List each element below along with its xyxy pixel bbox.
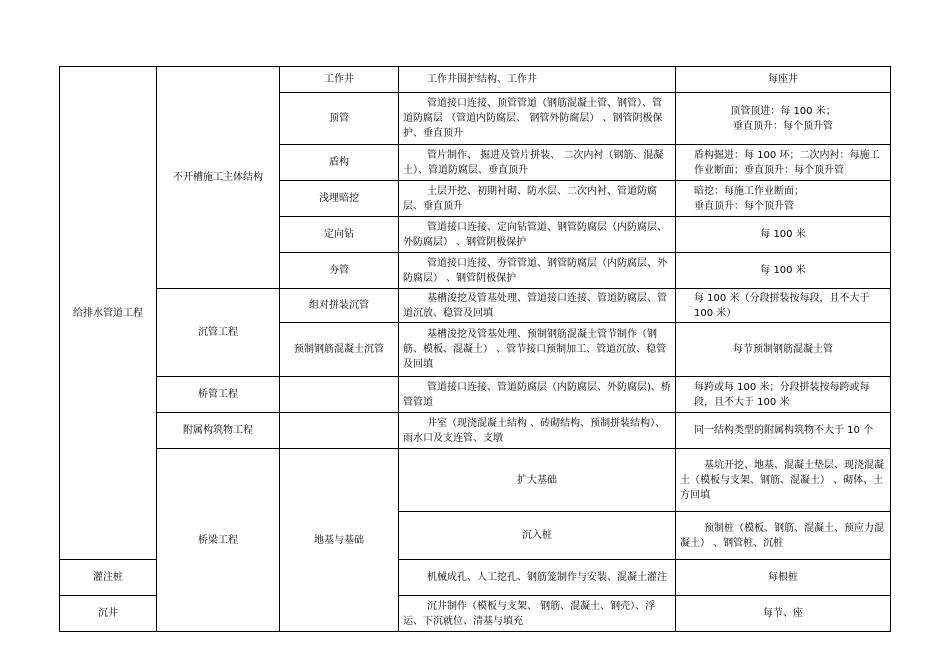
- content-cell: 基槽浚挖及管基处理、管道接口连接、管道防腐层、管道沉放、稳管及回填: [399, 289, 676, 323]
- table-row: [60, 413, 891, 449]
- group-cell: 不开槽施工主体结构: [157, 67, 280, 289]
- unit-cell: 暗挖：每施工作业断面； 垂直顶升：每个顶升管: [676, 181, 891, 217]
- item-cell: 定向钻: [280, 217, 399, 253]
- section-cell: 给排水管道工程: [60, 67, 157, 560]
- unit-cell: 顶管顶进：每 100 米； 垂直顶升：每个顶升管: [676, 93, 891, 145]
- quality-division-table: [59, 66, 891, 632]
- table-row: [60, 67, 891, 93]
- item-cell: 灌注桩: [60, 560, 157, 596]
- unit-cell: 每 100 米（分段拼装按每段，且不大于 100 米）: [676, 289, 891, 323]
- group-cell: 沉管工程: [157, 289, 280, 377]
- item-cell: 夯管: [280, 253, 399, 289]
- unit-cell: 每 100 米: [676, 217, 891, 253]
- unit-cell: 盾构掘进：每 100 环；二次内衬：每施工作业断面；垂直顶升：每个顶升管: [676, 145, 891, 181]
- content-cell: 机械成孔、人工挖孔、钢筋笼制作与安装、混凝土灌注: [399, 560, 676, 596]
- content-cell: 井室（现浇混凝土结构 、砖砌结构、预制拼装结构）、雨水口及支连管、支墩: [399, 413, 676, 449]
- unit-cell: 每 100 米: [676, 253, 891, 289]
- item-cell: [280, 377, 399, 413]
- table-row: [60, 377, 891, 413]
- unit-cell: 同一结构类型的附属构筑物不大于 10 个: [676, 413, 891, 449]
- group-cell: 附属构筑物工程: [157, 413, 280, 449]
- content-cell: 基坑开挖、地基、混凝土垫层、现浇混凝土（模板与支架、钢筋、混凝土） 、砌体、土方回填: [676, 449, 891, 512]
- item-cell: 浅埋暗挖: [280, 181, 399, 217]
- content-cell: 土层开挖、初期衬砌、防水层、二次内衬、管道防腐层、垂直顶升: [399, 181, 676, 217]
- content-cell: 预制桩（模板、钢筋、混凝土、预应力混凝土） 、钢管桩、沉桩: [676, 512, 891, 560]
- item-cell: 盾构: [280, 145, 399, 181]
- item-cell: 沉入桩: [399, 512, 676, 560]
- item-cell: 工作井: [280, 67, 399, 93]
- table-row: [60, 449, 891, 512]
- content-cell: 管片制作、 掘进及管片拼装、 二次内衬（钢筋、混凝土）、管道防腐层、垂直顶升: [399, 145, 676, 181]
- content-cell: 管道接口连接、顶管管道（钢筋混凝土管、钢管）、管道防腐层 （管道内防腐层、 钢管外防腐层） 、钢管阴极保护、垂直顶升: [399, 93, 676, 145]
- content-cell: 管道接口连接、夯管管道、钢管防腐层（内防腐层、外防腐层） 、钢管阴极保护: [399, 253, 676, 289]
- content-cell: 基槽浚挖及管基处理、预制钢筋混凝土管节制作（钢筋、模板、混凝土） 、管节接口预制加工、管道沉放、稳管及回填: [399, 323, 676, 377]
- item-cell: 沉井: [60, 596, 157, 632]
- unit-cell: 每座井: [676, 67, 891, 93]
- unit-cell: 每节、座: [676, 596, 891, 632]
- unit-cell: 每节预制钢筋混凝土管: [676, 323, 891, 377]
- content-cell: 管道接口连接、管道防腐层（内防腐层、外防腐层)、桥管管道: [399, 377, 676, 413]
- item-cell: [280, 413, 399, 449]
- content-cell: 管道接口连接、定向钻管道、钢管防腐层（内防腐层、外防腐层） 、钢管阴极保护: [399, 217, 676, 253]
- content-cell: 工作井围护结构、工作井: [399, 67, 676, 93]
- unit-cell: 每跨或每 100 米；分段拼装按每跨或每段，且不大于 100 米: [676, 377, 891, 413]
- group-cell: 地基与基础: [280, 449, 399, 632]
- item-cell: 预制钢筋混凝土沉管: [280, 323, 399, 377]
- content-cell: 沉井制作（模板与支架、 钢筋、混凝土、钢壳）、浮运、下沉就位、清基与填充: [399, 596, 676, 632]
- item-cell: 扩大基础: [399, 449, 676, 512]
- group-cell: 桥管工程: [157, 377, 280, 413]
- item-cell: 顶管: [280, 93, 399, 145]
- table-row: [60, 289, 891, 323]
- item-cell: 组对拼装沉管: [280, 289, 399, 323]
- section-cell: 桥梁工程: [157, 449, 280, 632]
- unit-cell: 每根桩: [676, 560, 891, 596]
